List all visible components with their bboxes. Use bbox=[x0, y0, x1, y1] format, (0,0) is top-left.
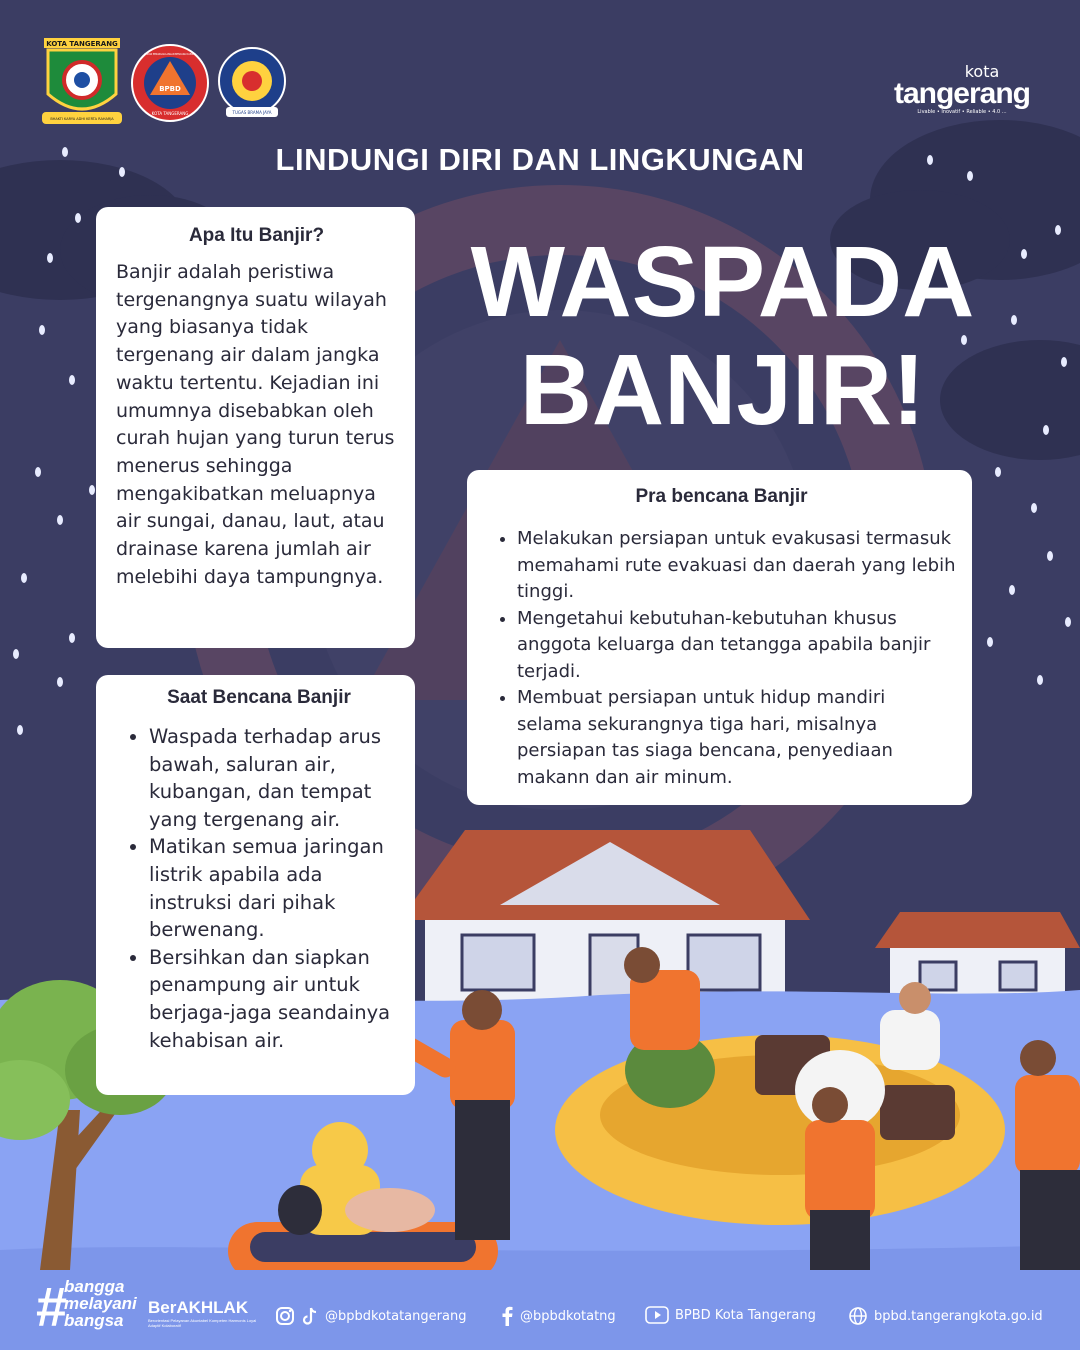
instagram-link[interactable] bbox=[275, 1306, 466, 1326]
pra-bencana-list bbox=[487, 526, 956, 791]
youtube-link[interactable] bbox=[645, 1306, 816, 1324]
brand-name: tangerang bbox=[893, 77, 1030, 110]
list-item: • Matikan semua jaringan listrik apabila ada instruksi dari pihak berwenang. bbox=[149, 833, 397, 943]
list-item: • Bersihkan dan siapkan penampung air untuk berjaga-jaga seandainya kehabisan air. bbox=[149, 944, 397, 1054]
facebook-icon bbox=[500, 1306, 514, 1326]
saat-bencana-title: Saat Bencana Banjir bbox=[167, 687, 351, 708]
berakhlak-logo bbox=[148, 1298, 258, 1328]
logo-row bbox=[40, 36, 288, 130]
pra-bencana-title: Pra bencana Banjir bbox=[635, 486, 808, 507]
svg-text:TUGAS BRAMA JAYA: TUGAS BRAMA JAYA bbox=[232, 110, 272, 115]
kota-tangerang-emblem bbox=[40, 36, 124, 130]
instagram-icon bbox=[275, 1306, 295, 1326]
svg-text:KOTA TANGERANG: KOTA TANGERANG bbox=[46, 40, 118, 48]
apa-itu-banjir-card bbox=[96, 207, 415, 648]
kota-tangerang-brand bbox=[894, 62, 1030, 115]
facebook-handle: @bpbdkotatng bbox=[520, 1308, 616, 1324]
list-item: • Mengetahui kebutuhan-kebutuhan khusus anggota keluarga dan tetangga apabila banjir terjadi. bbox=[517, 606, 956, 686]
svg-text:KOTA TANGERANG: KOTA TANGERANG bbox=[151, 111, 189, 116]
saat-bencana-list bbox=[121, 723, 397, 1054]
globe-icon bbox=[848, 1306, 868, 1326]
list-item: • Melakukan persiapan untuk evakusasi termasuk memahami rute evakuasi dan daerah yang lebih tinggi. bbox=[517, 526, 956, 606]
subtitle: LINDUNGI DIRI DAN LINGKUNGAN bbox=[275, 142, 805, 177]
brigade-emblem bbox=[216, 45, 288, 121]
website-url: bpbd.tangerangkota.go.id bbox=[874, 1308, 1043, 1324]
apa-itu-banjir-body: Banjir adalah peristiwa tergenangnya suatu wilayah yang biasanya tidak tergenang air dalam jangka waktu tertentu. Kejadian ini umumnya disebabkan oleh curah hujan yang turun terus menerus sehingga mengakibatkan meluapnya air sungai, danau, laut, atau drainase karena jumlah air melebihi daya tampungnya. bbox=[116, 261, 395, 588]
svg-text:BADAN PENANGGULANGAN BENCANA D: BADAN PENANGGULANGAN BENCANA DAERAH bbox=[144, 53, 196, 56]
youtube-channel: BPBD Kota Tangerang bbox=[675, 1307, 816, 1323]
berakhlak-sub: Berorientasi Pelayanan Akuntabel Kompeten Harmonis Loyal Adaptif Kolaboratif bbox=[148, 1318, 257, 1328]
apa-itu-banjir-title: Apa Itu Banjir? bbox=[188, 225, 325, 246]
pra-bencana-card bbox=[467, 470, 972, 805]
bpbd-emblem bbox=[130, 43, 210, 123]
youtube-icon bbox=[645, 1306, 669, 1324]
hashtag-symbol: # bbox=[36, 1275, 68, 1338]
website-link[interactable] bbox=[848, 1306, 1043, 1326]
saat-bencana-card bbox=[96, 675, 415, 1095]
brand-kota: kota bbox=[964, 62, 1000, 81]
tiktok-icon bbox=[301, 1306, 319, 1326]
headline-line1: WASPADA bbox=[470, 226, 975, 338]
brand-tagline: Livable • Inovatif • Reliable • 4.0 ... bbox=[917, 109, 1007, 115]
headline-line2: BANJIR! bbox=[519, 334, 926, 446]
facebook-link[interactable] bbox=[500, 1306, 616, 1326]
headline bbox=[455, 228, 990, 444]
tagline-words: bangga melayani bangsa bbox=[64, 1277, 137, 1330]
svg-text:BPBD: BPBD bbox=[159, 85, 181, 93]
list-item: • Waspada terhadap arus bawah, saluran air, kubangan, dan tempat yang tergenang air. bbox=[149, 723, 397, 833]
berakhlak-name: BerAKHLAK bbox=[148, 1298, 249, 1317]
list-item: • Membuat persiapan untuk hidup mandiri selama sekurangnya tiga hari, misalnya persiapan tas siaga bencana, penyediaan makann dan air minum. bbox=[517, 685, 956, 791]
instagram-handle: @bpbdkotatangerang bbox=[325, 1308, 467, 1324]
svg-text:BHAKTI KARYA ADHI KERTA RAHARJ: BHAKTI KARYA ADHI KERTA RAHARJA bbox=[50, 117, 114, 121]
